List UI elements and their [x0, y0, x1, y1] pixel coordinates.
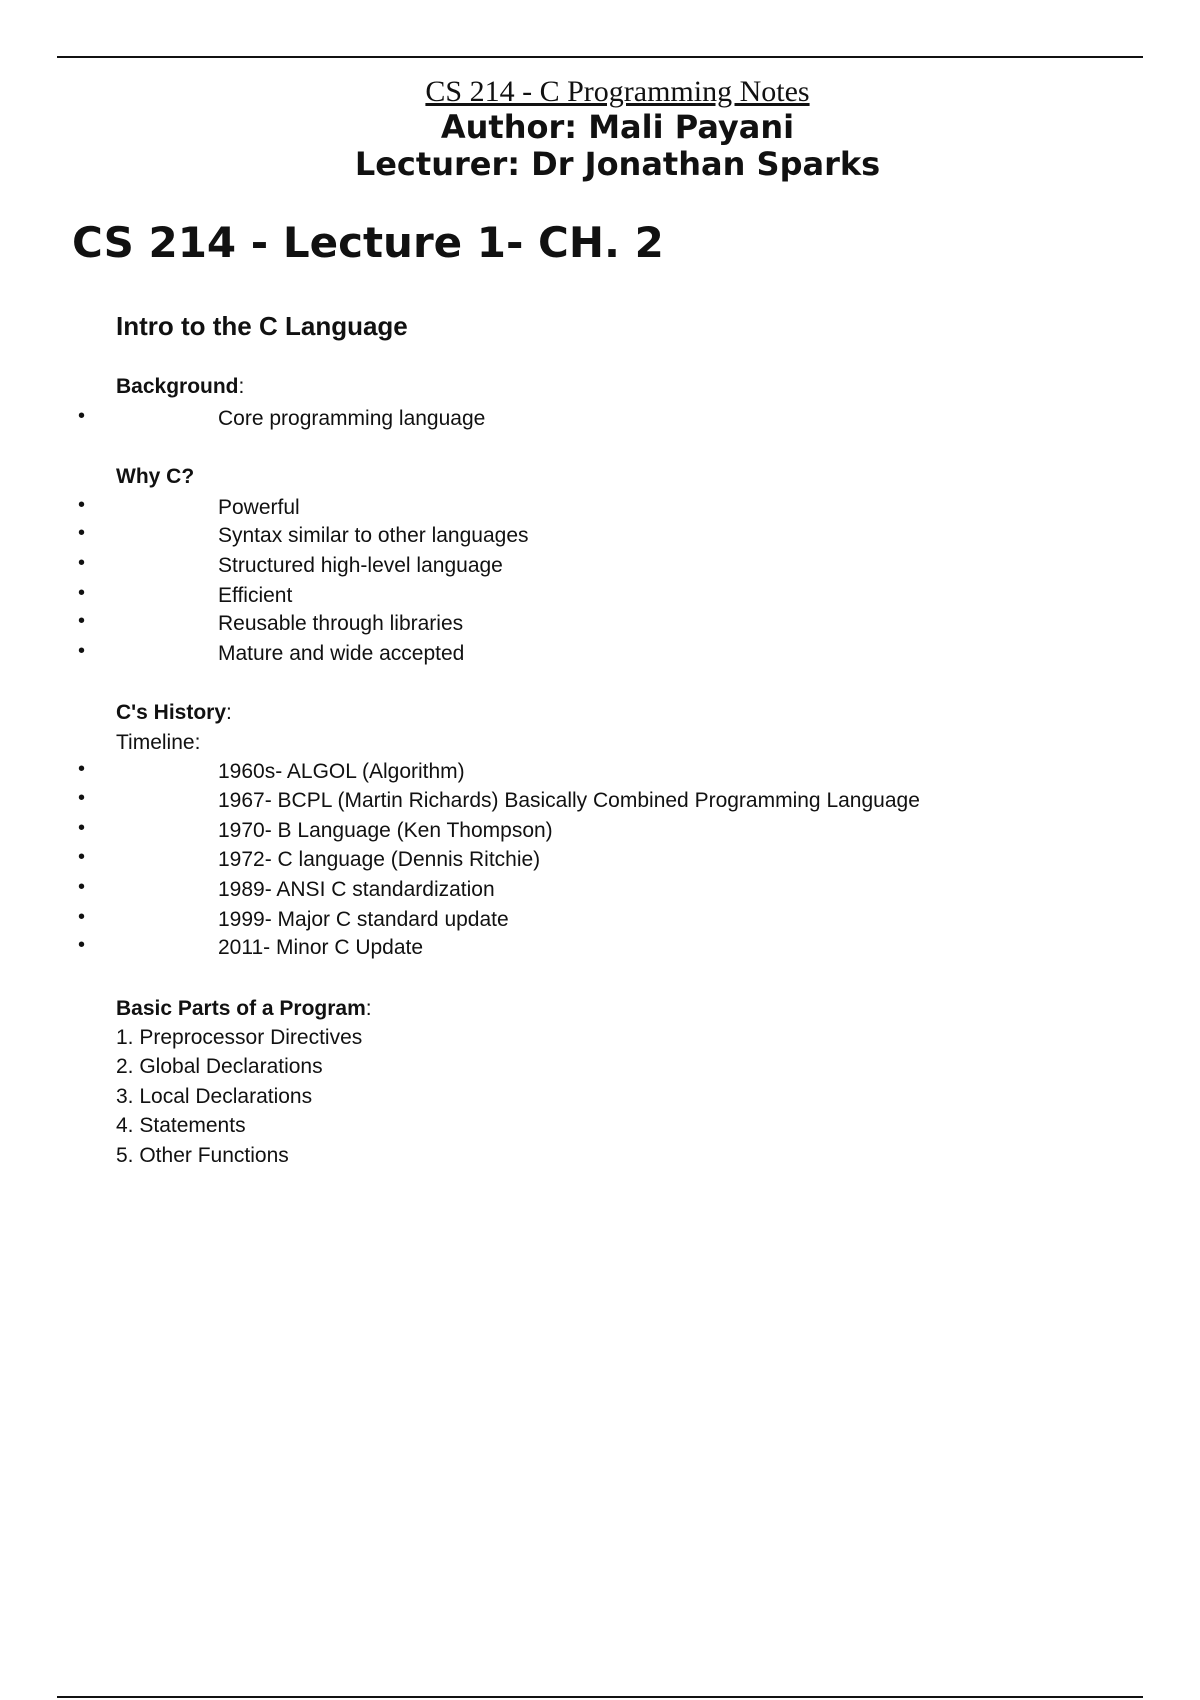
- lecturer-line: Lecturer: Dr Jonathan Sparks: [354, 145, 881, 183]
- list-item-text: Syntax similar to other languages: [218, 524, 529, 547]
- list-item: [0, 876, 1100, 904]
- numbered-item: 4. Statements: [116, 1114, 246, 1137]
- list-item: [0, 934, 1100, 962]
- bullet-icon: •: [78, 758, 86, 780]
- list-item: [0, 552, 1100, 580]
- numbered-item: 1. Preprocessor Directives: [116, 1026, 363, 1049]
- program-parts-label: Basic Parts of a Program:: [116, 997, 372, 1020]
- list-item: [0, 582, 1100, 610]
- top-rule: [57, 56, 1143, 58]
- list-item-text: Core programming language: [218, 407, 486, 430]
- list-item: [0, 494, 1100, 522]
- list-item: [0, 787, 1100, 815]
- bullet-icon: •: [78, 876, 86, 898]
- list-item-text: Efficient: [218, 584, 293, 607]
- bullet-icon: •: [78, 817, 86, 839]
- history-label: C's History:: [116, 701, 232, 724]
- section-subheading: Intro to the C Language: [116, 311, 408, 341]
- bullet-icon: •: [78, 640, 86, 662]
- list-item: [0, 405, 1100, 433]
- list-item: [0, 522, 1100, 550]
- numbered-item: 2. Global Declarations: [116, 1055, 323, 1078]
- bullet-icon: •: [78, 522, 86, 544]
- bullet-icon: •: [78, 610, 86, 632]
- list-item: [0, 906, 1100, 934]
- list-item-text: 1970- B Language (Ken Thompson): [218, 819, 553, 842]
- list-item-text: 1999- Major C standard update: [218, 908, 509, 931]
- list-item: [0, 640, 1100, 668]
- list-item: [0, 846, 1100, 874]
- list-item-text: 1967- BCPL (Martin Richards) Basically Combined Programming Language: [218, 789, 920, 812]
- list-item-text: Mature and wide accepted: [218, 642, 465, 665]
- list-item-text: 1960s- ALGOL (Algorithm): [218, 760, 465, 783]
- list-item-text: Structured high-level language: [218, 554, 503, 577]
- bottom-rule: [57, 1696, 1143, 1698]
- list-item-text: 1989- ANSI C standardization: [218, 878, 495, 901]
- lecture-heading: CS 214 - Lecture 1- CH. 2: [72, 218, 664, 267]
- list-item: [0, 758, 1100, 786]
- list-item: [0, 610, 1100, 638]
- bullet-icon: •: [78, 494, 86, 516]
- background-label: Background:: [116, 375, 245, 398]
- numbered-item: 3. Local Declarations: [116, 1085, 313, 1108]
- list-item-text: 1972- C language (Dennis Ritchie): [218, 848, 541, 871]
- list-item: [0, 817, 1100, 845]
- bullet-icon: •: [78, 552, 86, 574]
- bullet-icon: •: [78, 582, 86, 604]
- bullet-icon: •: [78, 787, 86, 809]
- bullet-icon: •: [78, 906, 86, 928]
- author-line: Author: Mali Payani: [440, 108, 795, 146]
- list-item-text: Reusable through libraries: [218, 612, 464, 635]
- bullet-icon: •: [78, 934, 86, 956]
- why-c-label: Why C?: [116, 465, 195, 488]
- list-item-text: 2011- Minor C Update: [218, 936, 424, 959]
- list-item-text: Powerful: [218, 496, 300, 519]
- numbered-item: 5. Other Functions: [116, 1144, 289, 1167]
- course-title: CS 214 - C Programming Notes: [425, 75, 810, 108]
- bullet-icon: •: [78, 405, 86, 427]
- bullet-icon: •: [78, 846, 86, 868]
- timeline-label: Timeline:: [116, 731, 201, 754]
